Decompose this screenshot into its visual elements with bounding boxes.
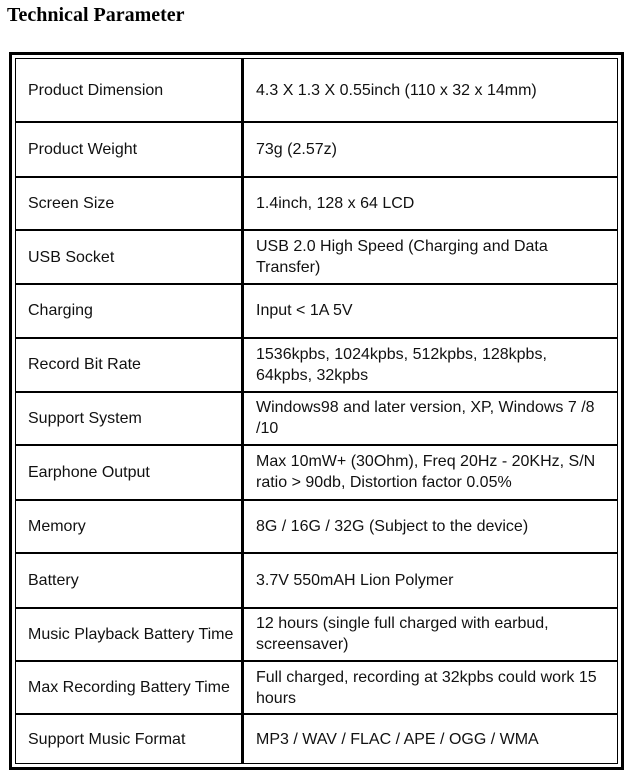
parameter-label: Charging bbox=[16, 285, 244, 337]
parameter-label: Screen Size bbox=[16, 178, 244, 229]
parameter-value: Full charged, recording at 32kpbs could work 15 hours bbox=[256, 668, 597, 707]
table-row bbox=[16, 393, 617, 446]
parameter-label: Memory bbox=[16, 501, 244, 552]
parameter-table bbox=[9, 52, 624, 770]
page-title: Technical Parameter bbox=[7, 4, 185, 26]
parameter-value: 1.4inch, 128 x 64 LCD bbox=[256, 195, 415, 213]
table-row bbox=[16, 178, 617, 231]
table-row bbox=[16, 501, 617, 554]
parameter-value: 12 hours (single full charged with earbud, screensaver) bbox=[256, 615, 549, 654]
parameter-value: MP3 / WAV / FLAC / APE / OGG / WMA bbox=[256, 730, 539, 748]
parameter-label: Product Dimension bbox=[16, 59, 244, 121]
parameter-label: Earphone Output bbox=[16, 446, 244, 498]
table-row bbox=[16, 715, 617, 763]
parameter-value: 73g (2.57z) bbox=[256, 141, 337, 159]
parameter-label: Max Recording Battery Time bbox=[16, 662, 244, 713]
table-row bbox=[16, 446, 617, 500]
parameter-value: 3.7V 550mAH Lion Polymer bbox=[256, 571, 454, 589]
parameter-label: Support Music Format bbox=[16, 715, 244, 763]
table-row bbox=[16, 285, 617, 339]
parameter-value: Windows98 and later version, XP, Windows 7 /8 /10 bbox=[256, 399, 595, 438]
table-row bbox=[16, 609, 617, 662]
table-row bbox=[16, 59, 617, 123]
parameter-label: Record Bit Rate bbox=[16, 339, 244, 390]
parameter-table-grid bbox=[15, 58, 618, 764]
parameter-value: 8G / 16G / 32G (Subject to the device) bbox=[256, 517, 529, 535]
table-row bbox=[16, 662, 617, 715]
parameter-label: Support System bbox=[16, 393, 244, 444]
table-row bbox=[16, 554, 617, 608]
parameter-value: USB 2.0 High Speed (Charging and Data Transfer) bbox=[256, 238, 548, 277]
parameter-value: 1536kpbs, 1024kpbs, 512kpbs, 128kpbs, 64kpbs, 32kpbs bbox=[256, 345, 547, 384]
parameter-value: 4.3 X 1.3 X 0.55inch (110 x 32 x 14mm) bbox=[256, 81, 537, 99]
parameter-value: Max 10mW+ (30Ohm), Freq 20Hz - 20KHz, S/N ratio > 90db, Distortion factor 0.05% bbox=[256, 453, 596, 492]
parameter-label: USB Socket bbox=[16, 231, 244, 282]
table-row bbox=[16, 231, 617, 284]
parameter-label: Battery bbox=[16, 554, 244, 606]
table-row bbox=[16, 339, 617, 392]
parameter-label: Music Playback Battery Time bbox=[16, 609, 244, 660]
parameter-label: Product Weight bbox=[16, 123, 244, 175]
parameter-value: Input < 1A 5V bbox=[256, 302, 353, 320]
table-row bbox=[16, 123, 617, 177]
